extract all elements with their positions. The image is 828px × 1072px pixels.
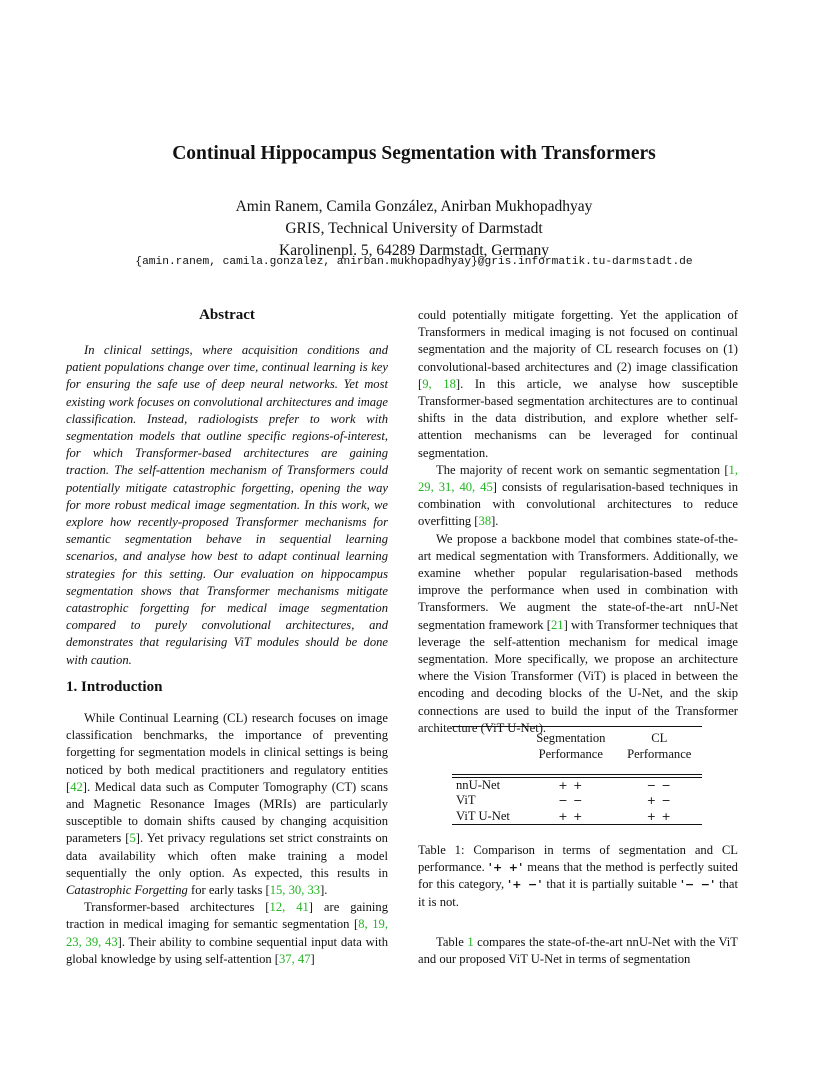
citation-link[interactable]: 15, 30, 33 [269,883,321,898]
row-method-name: nnU-Net [456,777,501,792]
row-seg-rating: − − [558,794,584,807]
table-header-segmentation: Segmentation Performance [536,731,606,761]
row-method-name: ViT [456,793,476,807]
section-heading-introduction: 1. Introduction [66,679,163,695]
abstract-heading: Abstract [199,307,255,323]
row-seg-rating: + + [558,778,584,792]
table-header-cl: CL Performance [627,731,692,761]
row-seg-rating: + + [558,809,584,823]
affiliation: GRIS, Technical University of Darmstadt [285,220,543,237]
right-column-body [418,307,738,737]
citation-link[interactable]: 21 [551,617,564,632]
right-paragraph-1: could potentially mitigate forgetting. Yet the application of Transformers in medical imaging is not focused on continual segmentation and the majority of CL research focuses on (1) convolutional-based architectures and (2) image classification [9, 18]. In this article, we analyse how susceptible Transformer-based segmentation architectures are to continual shifts in the data distribution, and explore whether self-attention mechanisms can be leveraged for continual segmentation. [418,308,738,460]
citation-link[interactable]: 5 [129,831,136,846]
table-reference-link[interactable]: 1 [467,935,474,949]
citation-link[interactable]: 37, 47 [279,951,311,966]
address: Karolinenpl. 5, 64289 Darmstadt, Germany [279,242,549,259]
row-method-name: ViT U-Net [456,808,510,823]
table-row [452,809,702,825]
row-cl-rating: + + [646,809,672,823]
comparison-table [452,726,702,825]
table-row [452,793,702,809]
closing-paragraph: Table 1 compares the state-of-the-art nnU-Net with the ViT and our proposed ViT U-Net in terms of segmentation [418,935,738,967]
citation-link[interactable]: 42 [70,779,83,794]
right-paragraph-2: The majority of recent work on semantic segmentation [1, 29, 31, 40, 45] consists of regularisation-based techniques in combination with convolutional architectures to reduce overfitting [38]. [418,462,738,529]
row-cl-rating: − − [646,778,672,792]
author-email: {amin.ranem, camila.gonzalez, anirban.mukhopadhyay}@gris.informatik.tu-darmstadt.de [135,256,693,268]
citation-link[interactable]: 9, 18 [422,376,456,391]
row-cl-rating: + − [646,794,672,807]
paper-title: Continual Hippocampus Segmentation with Transformers [172,143,656,164]
table-caption: Table 1: Comparison in terms of segmentation and CL performance. '+ +' means that the method is perfectly suited for this category, '+ −' that it is partially suitable '− −' that it is not. [418,843,738,909]
table-header-empty [452,731,525,762]
right-paragraph-3: We propose a backbone model that combines state-of-the-art medical segmentation with Transformers. Additionally, we examine whether popular regularisation-based methods improve the performance when used in combination with Transformers. We augment the state-of-the-art nnU-Net segmentation framework [21] with Transformer techniques that leverage the self-attention mechanism for medical image segmentation. More specifically, we propose an architecture where the Vision Transformer (ViT) is placed in between the encoding and decoding blocks of the U-Net, and the skip connections are used to build the input of the Transformer architecture (ViT U-Net). [418,531,738,735]
citation-link[interactable]: 8, 19, 23, 39, 43 [66,917,388,949]
intro-paragraph-1: While Continual Learning (CL) research focuses on image classification benchmarks, the importance of preventing forgetting for segmentation models in clinical settings is being noticed by both medical practitioners and regulatory entities [42]. Medical data such as Computer Tomography (CT) scans and Magnetic Resonance Images (MRIs) are particularly susceptible to domain shifts caused by changing acquisition parameters [5]. Yet privacy regulations set strict constraints on data availability which often make training a model sequentially the only option. As expected, this results in Catastrophic Forgetting for early tasks [15, 30, 33]. [66,711,388,898]
citation-link[interactable]: 1, 29, 31, 40, 45 [418,462,738,495]
author-block [0,196,828,262]
intro-paragraph-2: Transformer-based architectures [12, 41] are gaining traction in medical imaging for semantic segmentation [8, 19, 23, 39, 43]. Their ability to combine sequential input data with global knowledge by using self-attention [37, 47] [66,900,389,966]
author-names: Amin Ranem, Camila González, Anirban Mukhopadhyay [235,198,593,215]
table-row [452,777,702,793]
introduction-body [66,710,388,968]
citation-link[interactable]: 12, 41 [269,900,309,915]
abstract-text: In clinical settings, where acquisition conditions and patient populations change over time, continual learning is key for ensuring the safe use of deep neural networks. Yet most existing work focuses on convolutional architectures and image classification. Instead, radiologists prefer to work with segmentation models that outline specific regions-of-interest, for which Transformer-based architectures are gaining traction. The self-attention mechanism of Transformers could potentially mitigate catastrophic forgetting, opening the way for more robust medical image segmentation. In this work, we explore how recently-proposed Transformer mechanisms for semantic segmentation behave in sequential learning scenarios, and analyse how best to adapt continual learning strategies for this setting. Our evaluation on hippocampus segmentation shows that Transformer mechanisms mitigate catastrophic forgetting for medical image segmentation compared to purely convolutional architectures, and demonstrates that regularising ViT modules should be done with caution. [66,343,388,667]
citation-link[interactable]: 38 [478,514,492,529]
